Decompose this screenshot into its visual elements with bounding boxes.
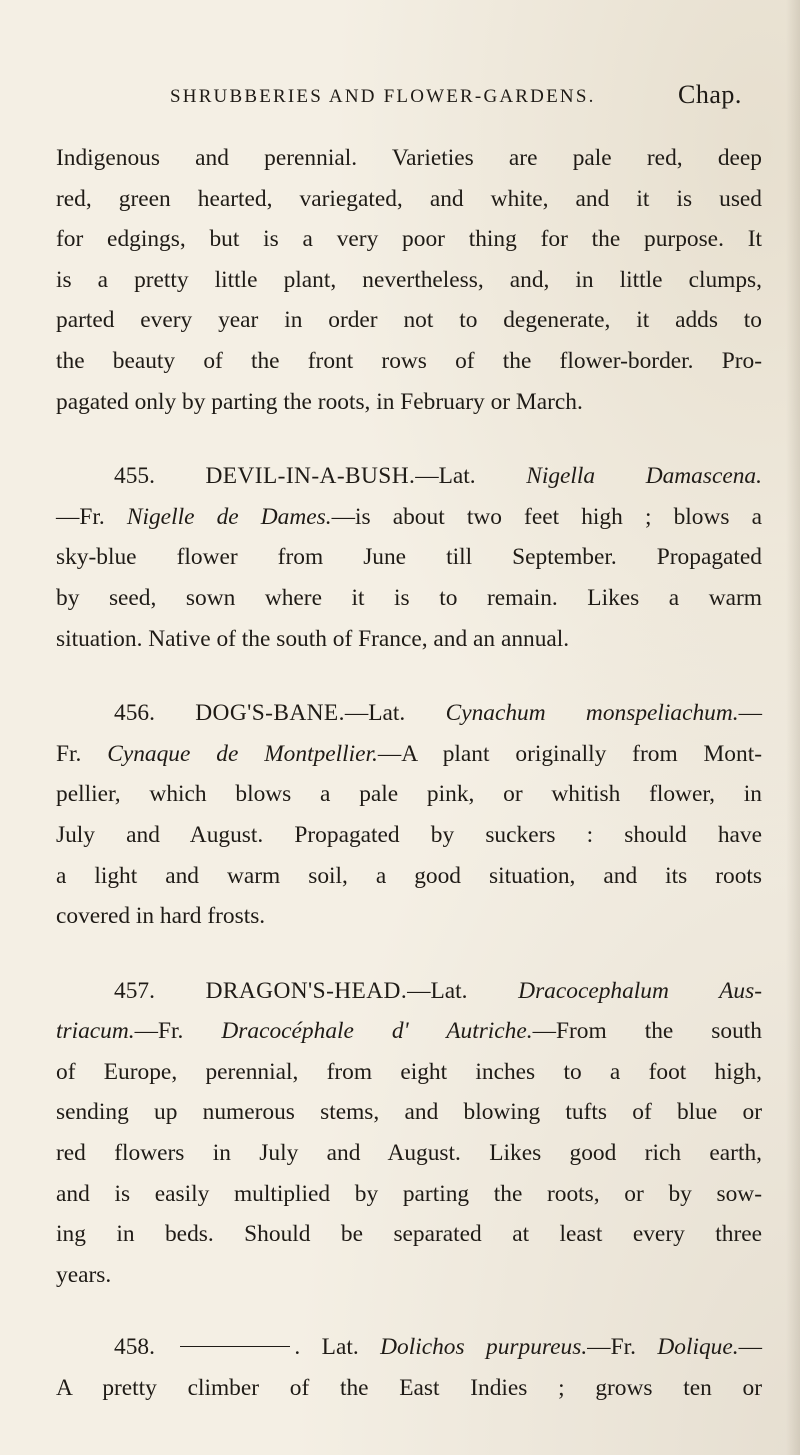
entry-number: 457. <box>114 977 155 1004</box>
text-line: by seed, sown where it is to remain. Likes a warm <box>56 584 762 611</box>
text-line: a light and warm soil, a good situation, and its roots <box>56 862 762 889</box>
entry-456 <box>56 693 762 937</box>
french-name: Dolique. <box>657 1334 739 1361</box>
text-line <box>56 1011 762 1052</box>
text-fragment: —is about two feet high ; blows a <box>331 503 762 530</box>
dash: — <box>738 1334 762 1361</box>
entry-heading-line <box>56 456 762 497</box>
paragraph-gap <box>56 1295 762 1327</box>
french-prefix: —Fr. <box>56 503 105 530</box>
text-fragment: —From the south <box>532 1018 762 1045</box>
running-title: SHRUBBERIES AND FLOWER-GARDENS. <box>170 86 596 107</box>
french-prefix: —Fr. <box>134 1018 184 1045</box>
body-text <box>56 138 762 1409</box>
latin-name: Dracocephalum Aus- <box>518 977 762 1004</box>
latin-name-continued: triacum. <box>56 1018 135 1045</box>
latin-prefix: —Lat. <box>415 463 476 490</box>
entry-457 <box>56 971 762 1296</box>
latin-prefix: . Lat. <box>294 1334 359 1361</box>
entry-number: 455. <box>114 463 155 490</box>
chapter-mark: Chap. <box>678 80 742 109</box>
text-fragment: —A plant originally from Mont- <box>377 740 762 767</box>
text-line: covered in hard frosts. <box>56 903 266 930</box>
entry-number: 458. <box>114 1334 155 1361</box>
entry-heading-line <box>56 971 762 1012</box>
french-name: Cynaque de Montpellier. <box>107 740 378 767</box>
text-line: July and August. Propagated by suckers : should have <box>56 821 762 848</box>
entry-458 <box>56 1327 762 1408</box>
text-line: for edgings, but is a very poor thing for the purpose. It <box>56 226 762 253</box>
entry-number: 456. <box>114 700 155 727</box>
paragraph-gap <box>56 937 762 971</box>
entry-heading-line <box>56 1327 762 1368</box>
text-line: and is easily multiplied by parting the roots, or by sow- <box>56 1180 762 1207</box>
text-line: A pretty climber of the East Indies ; grows ten or <box>56 1375 762 1402</box>
latin-prefix: —Lat. <box>407 977 468 1004</box>
paragraph-gap <box>56 422 762 456</box>
text-line: situation. Native of the south of France, and an annual. <box>56 625 570 652</box>
text-line: the beauty of the front rows of the flower-border. Pro- <box>56 347 762 374</box>
french-prefix: Fr. <box>56 740 82 767</box>
entry-name: DRAGON'S-HEAD. <box>205 977 408 1004</box>
text-line: sending up numerous stems, and blowing tufts of blue or <box>56 1099 762 1126</box>
latin-name: Cynachum monspeliachum. <box>445 700 739 727</box>
text-line: years. <box>56 1261 112 1288</box>
latin-prefix: —Lat. <box>344 700 406 727</box>
paragraph-intro <box>56 138 762 422</box>
text-line: of Europe, perennial, from eight inches to a foot high, <box>56 1058 762 1085</box>
text-line <box>56 734 762 775</box>
text-line: red, green hearted, variegated, and white, and it is used <box>56 185 762 212</box>
text-line: red flowers in July and August. Likes good rich earth, <box>56 1140 762 1167</box>
latin-name: Nigella Damascena. <box>526 463 762 490</box>
entry-455 <box>56 456 762 659</box>
text-line: is a pretty little plant, nevertheless, and, in little clumps, <box>56 266 762 293</box>
french-name: Dracocéphale d' Autriche. <box>221 1018 533 1045</box>
page-edge-shadow <box>786 0 800 1455</box>
text-line: pellier, which blows a pale pink, or whitish flower, in <box>56 781 762 808</box>
text-line: sky-blue flower from June till September. Propagated <box>56 544 762 571</box>
entry-name: DOG'S-BANE. <box>195 700 345 727</box>
french-prefix: —Fr. <box>587 1334 636 1361</box>
entry-heading-line <box>56 693 762 734</box>
french-name: Nigelle de Dames. <box>126 503 332 530</box>
text-line <box>56 497 762 538</box>
paragraph-gap <box>56 659 762 693</box>
dash: — <box>738 700 762 727</box>
text-line: Indigenous and perennial. Varieties are pale red, deep <box>56 145 762 171</box>
text-line: pagated only by parting the roots, in February or March. <box>56 388 583 415</box>
blank-dash <box>180 1346 290 1347</box>
text-line: ing in beds. Should be separated at least every three <box>56 1221 762 1248</box>
text-line: parted every year in order not to degenerate, it adds to <box>56 307 762 334</box>
latin-name: Dolichos purpureus. <box>380 1334 588 1361</box>
entry-name: DEVIL-IN-A-BUSH. <box>205 463 416 490</box>
